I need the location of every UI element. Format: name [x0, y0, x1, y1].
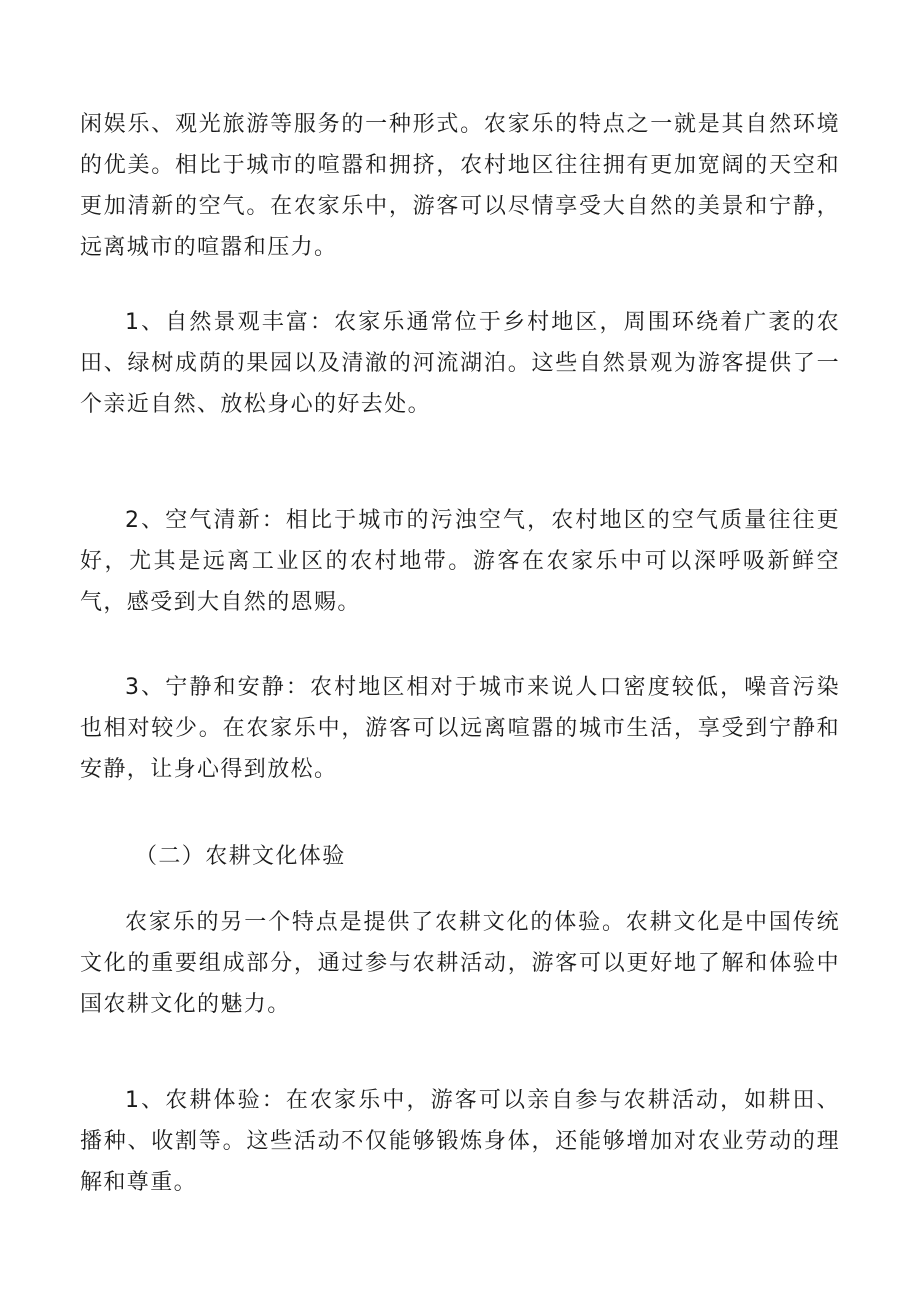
paragraph-fresh-air: 2、空气清新：相比于城市的污浊空气，农村地区的空气质量往往更好，尤其是远离工业区的农村地带。游客在农家乐中可以深呼吸新鲜空气，感受到大自然的恩赐。 — [80, 508, 840, 615]
paragraph-intro-continued: 闲娱乐、观光旅游等服务的一种形式。农家乐的特点之一就是其自然环境的优美。相比于城市的喧嚣和拥挤，农村地区往往拥有更加宽阔的天空和更加清新的空气。在农家乐中，游客可以尽情享受大自然的美景和宁静，远离城市的喧嚣和压力。 — [80, 112, 840, 260]
paragraph-quiet: 3、宁静和安静：农村地区相对于城市来说人口密度较低，噪音污染也相对较少。在农家乐中，游客可以远离喧嚣的城市生活，享受到宁静和安静，让身心得到放松。 — [80, 675, 840, 782]
paragraph-natural-scenery: 1、自然景观丰富：农家乐通常位于乡村地区，周围环绕着广袤的农田、绿树成荫的果园以及清澈的河流湖泊。这些自然景观为游客提供了一个亲近自然、放松身心的好去处。 — [80, 310, 840, 417]
section-heading: （二）农耕文化体验 — [135, 844, 346, 869]
paragraph-farming-experience: 1、农耕体验：在农家乐中，游客可以亲自参与农耕活动，如耕田、播种、收割等。这些活动不仅能够锻炼身体，还能够增加对农业劳动的理解和尊重。 — [80, 1088, 840, 1195]
paragraph-farming-culture: 农家乐的另一个特点是提供了农耕文化的体验。农耕文化是中国传统文化的重要组成部分，通过参与农耕活动，游客可以更好地了解和体验中国农耕文化的魅力。 — [80, 910, 840, 1017]
